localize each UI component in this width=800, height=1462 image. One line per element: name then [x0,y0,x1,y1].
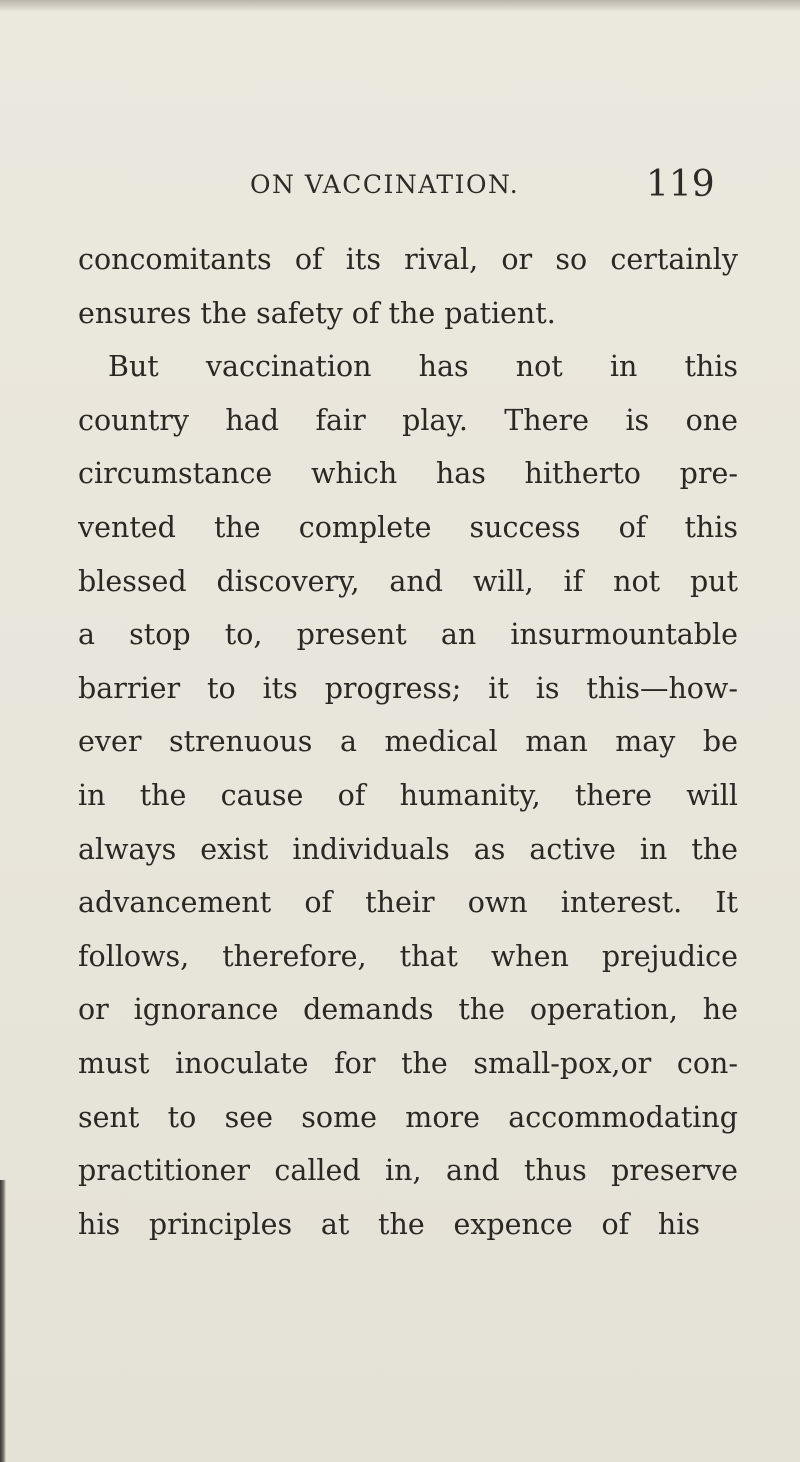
running-head-title: ON VACCINATION. [250,170,520,199]
text-line: ensures the safety of the patient. [78,296,556,330]
page-top-edge [0,0,800,12]
text-line: must inoculate for the small-pox,or con- [78,1046,738,1080]
text-line: follows, therefore, that when prejudice [78,939,738,973]
text-line: or ignorance demands the operation, he [78,993,738,1027]
running-head [0,164,800,210]
text-line: advancement of their own interest. It [78,886,738,920]
text-line: circumstance which has hitherto pre- [78,457,738,491]
text-line: But vaccination has not in this [108,350,738,384]
text-line: concomitants of its rival, or so certainly [78,243,738,276]
text-line: sent to see some more accommodating [78,1100,738,1134]
page-left-edge-shadow [0,1180,6,1462]
text-line: vented the complete success of this [78,510,738,544]
text-line: always exist individuals as active in the [78,832,738,866]
page-number: 119 [646,164,715,205]
text-line: a stop to, present an insurmountable [78,618,738,652]
text-line: his principles at the expence of his [78,1207,700,1241]
text-line: ever strenuous a medical man may be [78,725,738,759]
text-line: blessed discovery, and will, if not put [78,564,738,598]
body-text [78,233,738,1251]
text-line: practitioner called in, and thus preserve [78,1154,738,1188]
text-line: country had fair play. There is one [78,403,738,437]
text-line: barrier to its progress; it is this—how- [78,671,738,705]
text-line: in the cause of humanity, there will [78,778,738,812]
